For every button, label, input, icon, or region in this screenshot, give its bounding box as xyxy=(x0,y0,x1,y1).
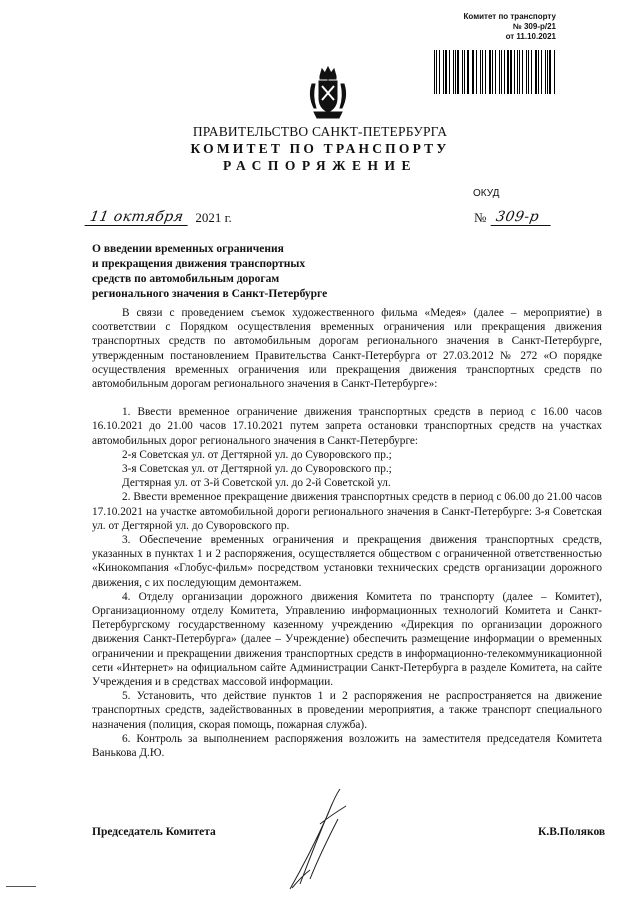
barcode-bar xyxy=(485,50,486,94)
title-line-4: регионального значения в Санкт-Петербурге xyxy=(92,288,328,300)
barcode-bar xyxy=(449,50,450,94)
barcode-bar xyxy=(480,50,481,94)
barcode-bar xyxy=(434,50,435,94)
barcode-bar xyxy=(535,50,537,94)
document-type: РАСПОРЯЖЕНИЕ xyxy=(222,158,418,173)
registration-stamp xyxy=(436,12,556,42)
barcode-bar xyxy=(443,50,444,94)
barcode-bar xyxy=(501,50,502,94)
signatory-name: К.В.Поляков xyxy=(538,826,606,838)
barcode-bar xyxy=(467,50,469,94)
list-item: 3-я Советская ул. от Дегтярной ул. до Суворовского пр.; xyxy=(122,463,392,476)
barcode-bar xyxy=(495,50,496,94)
barcode-bar xyxy=(462,50,463,94)
barcode-bar xyxy=(517,50,518,94)
barcode-bar xyxy=(547,50,548,94)
barcode-bar xyxy=(499,50,500,94)
signatory-position: Председатель Комитета xyxy=(92,826,216,838)
title-line-2: и прекращения движения транспортных xyxy=(92,258,306,270)
title-line-1: О введении временных ограничения xyxy=(92,243,284,255)
barcode-bar xyxy=(510,50,512,94)
list-item: Дегтярная ул. от 3-й Советской ул. до 2-й Советской ул. xyxy=(122,477,391,490)
document-title xyxy=(92,242,392,302)
number-prefix: № xyxy=(474,210,487,225)
barcode-bar xyxy=(514,50,515,94)
committee-title: КОМИТЕТ ПО ТРАНСПОРТУ xyxy=(190,141,450,156)
barcode-bar xyxy=(492,50,493,94)
paragraph-2: 2. Ввести временное прекращение движения транспортных средств в период с 06.00 до 21.00 часов 17.10.2021 на участке автомобильной дороги регионального значения в Санкт-Петербурге: 3-я Советская ул. от Дегтярной ул. до Суворовского пр. xyxy=(92,491,602,532)
barcode-bar xyxy=(453,50,454,94)
handwritten-date: 11 октября xyxy=(85,209,191,226)
paragraph-5: 5. Установить, что действие пунктов 1 и 2 распоряжения не распространяется на движение транспортных средств, задействованных в проведении мероприятия, а также транспорт специального назначения (полиция, скорая помощь, пожарная служба). xyxy=(92,690,602,731)
barcode-bar xyxy=(472,50,473,94)
government-title: ПРАВИТЕЛЬСТВО САНКТ-ПЕТЕРБУРГА xyxy=(192,124,448,139)
document-date xyxy=(86,208,232,226)
handwritten-signature xyxy=(280,784,360,894)
barcode-bar xyxy=(522,50,523,94)
stamp-date: от 11.10.2021 xyxy=(505,32,556,41)
barcode-bar xyxy=(531,50,532,94)
intro-paragraph: В связи с проведением съемок художественного фильма «Медея» (далее – мероприятие) в соответствии с Порядком осуществления временных ограничения или прекращения движения транспортных средств по автомобильным дорогам регионального значения в Санкт-Петербурге, утвержденным постановлением Правительства Санкт-Петербурга от 27.03.2012 № 272 «О порядке осуществления временных ограничения или прекращения движения транспортных средств по автомобильным дорогам регионального значения в Санкт-Петербурге»: xyxy=(92,307,602,391)
title-line-3: средств по автомобильным дорогам xyxy=(92,273,280,285)
date-year: 2021 г. xyxy=(195,210,232,225)
document-number xyxy=(474,208,552,226)
barcode-bar xyxy=(482,50,483,94)
barcode-bar xyxy=(538,50,539,94)
footer-divider xyxy=(6,886,36,887)
stamp-committee: Комитет по транспорту xyxy=(463,12,556,21)
barcode-bar xyxy=(526,50,527,94)
stamp-number: № 309-р/21 xyxy=(512,22,556,31)
barcode-bar xyxy=(541,50,542,94)
barcode-bar xyxy=(549,50,550,94)
barcode xyxy=(434,50,556,94)
barcode-bar xyxy=(455,50,456,94)
barcode-bar xyxy=(504,50,505,94)
barcode-bar xyxy=(439,50,440,94)
document-body xyxy=(92,306,602,760)
barcode-bar xyxy=(464,50,465,94)
barcode-bar xyxy=(545,50,546,94)
barcode-bar xyxy=(507,50,508,94)
barcode-bar xyxy=(528,50,529,94)
barcode-bar xyxy=(436,50,437,94)
barcode-bar xyxy=(457,50,458,94)
coat-of-arms-emblem xyxy=(306,66,350,122)
handwritten-number: 309-р xyxy=(491,209,554,226)
barcode-bar xyxy=(519,50,520,94)
paragraph-3: 3. Обеспечение временных ограничения и прекращения движения транспортных средств, указанных в пунктах 1 и 2 распоряжения, осуществляется обществом с ограниченной ответственностью «Кинокомпания «Глобус-фильм» посредством установки технических средств организации дорожного движения, с их последующим демонтажем. xyxy=(92,534,602,589)
list-item: 2-я Советская ул. от Дегтярной ул. до Суворовского пр.; xyxy=(122,448,392,461)
barcode-bar xyxy=(445,50,447,94)
barcode-bar xyxy=(554,50,555,94)
barcode-bar xyxy=(473,50,474,94)
paragraph-4: 4. Отделу организации дорожного движения Комитета по транспорту (далее – Комитет), Организационному отделу Комитета, Управлению информационных технологий Комитета и Санкт-Петербургскому государственному казенному учреждению «Дирекция по организации дорожного движения Санкт-Петербурга» (далее – Учреждение) обеспечить размещение информации о временных ограничении и прекращении движения транспортных средств в информационно-телекоммуникационной сети «Интернет» на официальном сайте Администрации Санкт-Петербурга в разделе Комитета, на сайте Учреждения и в средствах массовой информации. xyxy=(92,590,602,689)
okud-label: ОКУД xyxy=(473,188,500,199)
paragraph-6: 6. Контроль за выполнением распоряжения возложить на заместителя председателя Комитета Ванькова Д.Ю. xyxy=(92,732,602,760)
barcode-bar xyxy=(489,50,491,94)
barcode-bar xyxy=(476,50,477,94)
paragraph-1: 1. Ввести временное ограничение движения транспортных средств в период с 16.00 часов 16.10.2021 до 21.00 часов 17.10.2021 путем запрета остановки транспортных средств на участках автомобильных дорог регионального значения в Санкт-Петербурге: xyxy=(92,406,602,447)
